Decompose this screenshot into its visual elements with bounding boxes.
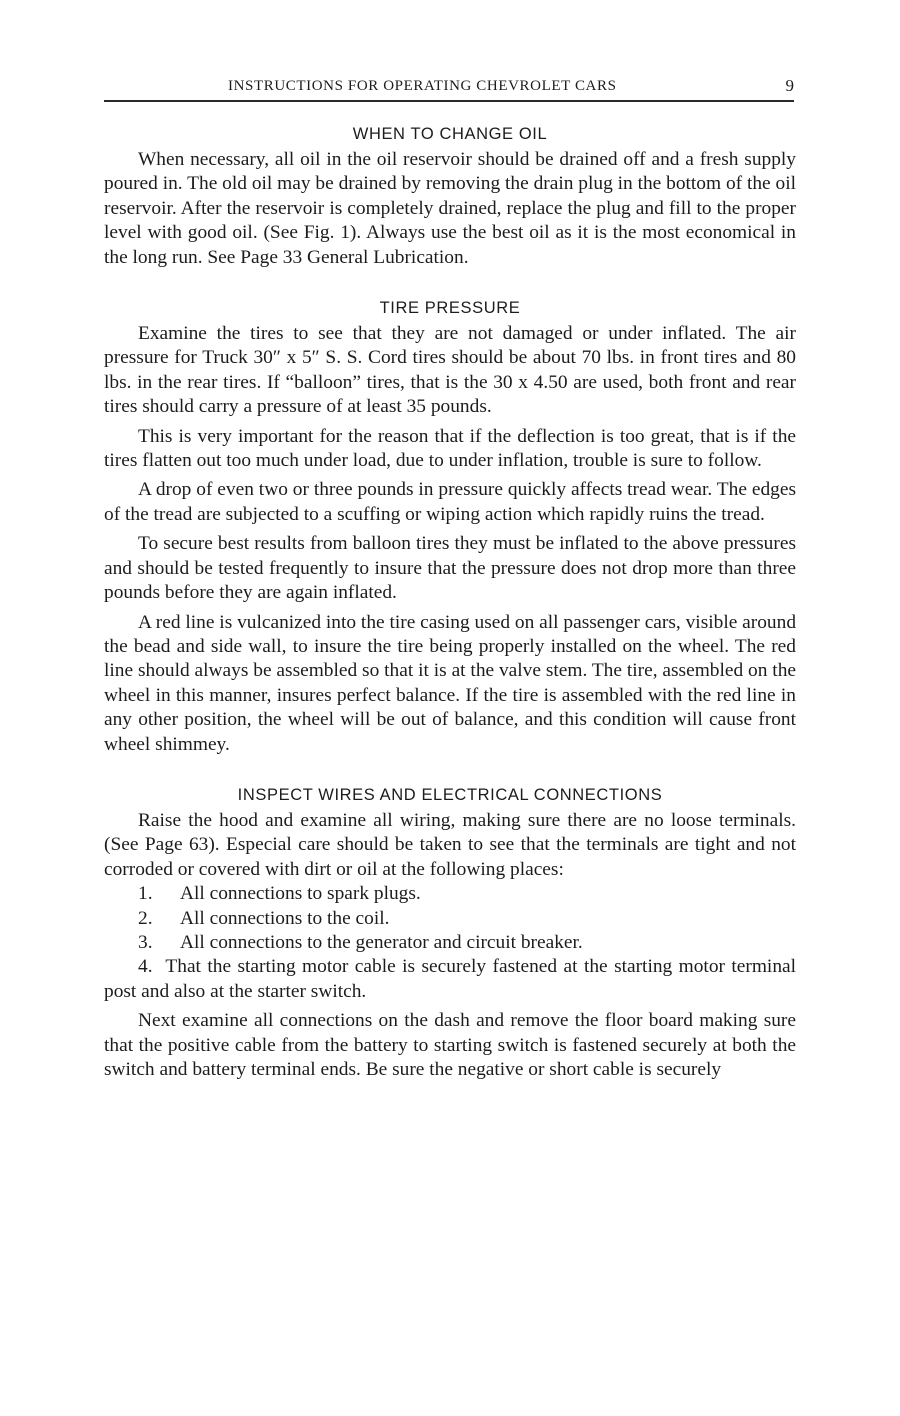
- list-item-number: 3.: [138, 931, 153, 953]
- tires-paragraph-5: A red line is vulcanized into the tire casing used on all passenger cars, visible around the bead and side wall, to insure the tire being properly installed on the wheel. The red line should always be assembled so that it is at the valve stem. The tire, assembled on the wheel in this manner, insures perfect balance. If the tire is assembled with the red line in any other position, the wheel will be out of balance, and this condition will cause front wheel shimmey.: [104, 611, 797, 755]
- tires-paragraph-3: A drop of even two or three pounds in pressure quickly affects tread wear. The edges of the tread are subjected to a scuffing or wiping action which rapidly ruins the tread.: [104, 479, 796, 525]
- page-number: 9: [785, 76, 794, 95]
- list-item: [104, 931, 796, 955]
- tires-paragraph-1: Examine the tires to see that they are not damaged or under inflated. The air pressure for Truck 30″ x 5″ S. S. Cord tires should be about 70 lbs. in front tires and 80 lbs. in the rear tires. If “balloon” tires, that is the 30 x 4.50 are used, both front and rear tires should carry a pressure of at least 35 pounds.: [104, 323, 796, 418]
- heading-when-to-change-oil: WHEN TO CHANGE OIL: [352, 125, 548, 143]
- tires-paragraph-4: To secure best results from balloon tires they must be inflated to the above pressures and should be tested frequently to insure that the pressure does not drop more than three pounds before they are again inflated.: [104, 533, 796, 604]
- list-item-text: All connections to the generator and circuit breaker.: [180, 931, 583, 953]
- list-item-number: 2.: [138, 907, 153, 929]
- wires-paragraph-1: Raise the hood and examine all wiring, making sure there are no loose terminals. (See Page 63). Especial care should be taken to see that the terminals are tight and not corroded or covered with dirt or oil at the following places:: [104, 809, 796, 880]
- list-item-text: All connections to spark plugs.: [180, 883, 421, 905]
- heading-tire-pressure: TIRE PRESSURE: [379, 299, 521, 318]
- running-header-title: INSTRUCTIONS FOR OPERATING CHEVROLET CARS: [228, 78, 617, 94]
- list-item: [104, 882, 796, 906]
- list-item: [104, 907, 796, 931]
- list-item-text: That the starting motor cable is securely fastened at the starting motor terminal post and also at the starter switch.: [104, 956, 797, 1002]
- heading-inspect-wires: INSPECT WIRES AND ELECTRICAL CONNECTIONS: [237, 785, 663, 804]
- page-body: [104, 120, 796, 1082]
- list-item-number: 1.: [138, 883, 153, 905]
- running-header: [104, 78, 794, 102]
- tires-paragraph-2: This is very important for the reason that if the deflection is too great, that is if the tires flatten out too much under load, due to under inflation, trouble is sure to follow.: [104, 425, 796, 472]
- list-item-text: All connections to the coil.: [180, 907, 390, 929]
- wires-paragraph-2: Next examine all connections on the dash and remove the floor board making sure that the positive cable from the battery to starting switch is fastened securely at both the switch and battery terminal ends. Be sure the negative or short cable is securely: [104, 1010, 796, 1080]
- oil-paragraph-1: When necessary, all oil in the oil reservoir should be drained off and a fresh supply poured in. The old oil may be drained by removing the drain plug in the bottom of the oil reservoir. After the reservoir is completely drained, replace the plug and fill to the proper level with good oil. (See Fig. 1). Always use the best oil as it is the most economical in the long run. See Page 33 General Lubrication.: [104, 149, 796, 268]
- list-item: [104, 955, 796, 1004]
- list-item-number: 4.: [138, 956, 153, 978]
